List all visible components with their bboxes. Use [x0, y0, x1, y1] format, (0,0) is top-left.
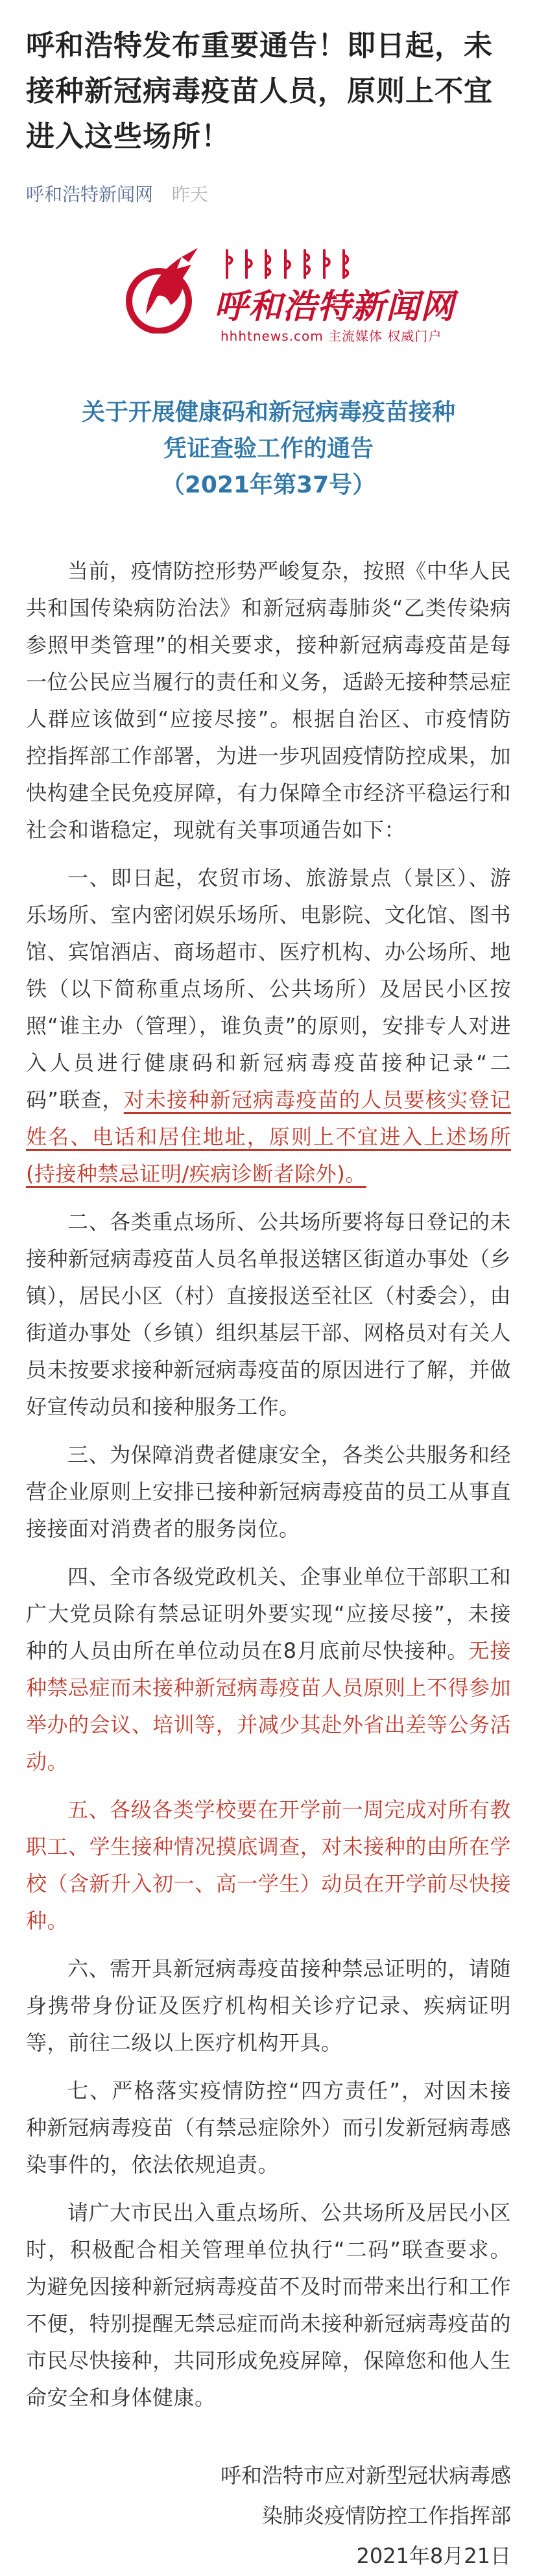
item-4-paragraph — [26, 1559, 511, 1780]
horse-emblem-icon — [120, 243, 204, 334]
notice-body — [26, 553, 511, 2416]
intro-paragraph: 当前，疫情防控形势严峻复杂，按照《中华人民共和国传染病防治法》和新冠病毒肺炎“乙类传染病参照甲类管理”的相关要求，接种新冠病毒疫苗是每一位公民应当履行的责任和义务，适龄无接种禁忌症人群应该做到“应接尽接”。根据自治区、市疫情防控指挥部工作部署，为进一步巩固疫情防控成果，加快构建全民免疫屏障，有力保障全市经济平稳运行和社会和谐稳定，现就有关事项通告如下： — [26, 559, 511, 842]
signature-line1: 呼和浩特市应对新型冠状病毒感 — [220, 2463, 511, 2488]
logo-url: hhhtnews.com 主流媒体 权威门户 — [221, 328, 442, 344]
notice-title-line2: 凭证查验工作的通告 — [163, 435, 374, 462]
notice-title — [26, 395, 511, 504]
signature-date: 2021年8月21日 — [356, 2544, 511, 2568]
article-title: 呼和浩特发布重要通告！即日起，未接种新冠病毒疫苗人员，原则上不宜进入这些场所！ — [26, 29, 493, 153]
signature-block — [26, 2455, 511, 2576]
news-logo — [26, 234, 511, 370]
item-3-paragraph: 三、为保障消费者健康安全，各类公共服务和经营企业原则上安排已接种新冠病毒疫苗的员工从事直接接面对消费者的服务岗位。 — [26, 1442, 511, 1541]
article-meta — [26, 182, 511, 208]
item-6-paragraph: 六、需开具新冠病毒疫苗接种禁忌证明的，请随身携带身份证及医疗机构相关诊疗记录、疾病证明等，前往二级以上医疗机构开具。 — [26, 1956, 511, 2055]
mongolian-script-logo — [221, 247, 363, 282]
logo-wordmark: 呼和浩特新闻网 — [214, 287, 455, 326]
notice-title-line1: 关于开展健康码和新冠病毒疫苗接种 — [81, 399, 455, 426]
notice-number: （2021年第37号） — [161, 472, 376, 498]
item-5-paragraph: 五、各级各类学校要在开学前一周完成对所有教职工、学生接种情况摸底调查，对未接种的由所在学校（含新升入初一、高一学生）动员在开学前尽快接种。 — [26, 1797, 511, 1933]
item-2-paragraph: 二、各类重点场所、公共场所要将每日登记的未接种新冠病毒疫苗人员名单报送辖区街道办事处（乡镇），居民小区（村）直接报送至社区（村委会），由街道办事处（乡镇）组织基层干部、网格员对有关人员未按要求接种新冠病毒疫苗的原因进行了解，并做好宣传动员和接种服务工作。 — [26, 1209, 512, 1419]
publish-date: 昨天 — [171, 184, 208, 205]
item-1-text: 一、即日起，农贸市场、旅游景点（景区）、游乐场所、室内密闭娱乐场所、电影院、文化馆、图书馆、宾馆酒店、商场超市、医疗机构、办公场所、地铁（以下简称重点场所、公共场所）及居民小区按照“谁主办（管理），谁负责”的原则，安排专人对进入人员进行健康码和新冠病毒疫苗接种记录“二码”联查， — [26, 866, 511, 1112]
item-1-paragraph — [26, 860, 511, 1193]
source-account-link[interactable]: 呼和浩特新闻网 — [26, 184, 154, 205]
signature-line2: 染肺炎疫情防控工作指挥部 — [261, 2503, 511, 2528]
closing-paragraph: 请广大市民出入重点场所、公共场所及居民小区时，积极配合相关管理单位执行“二码”联查要求。为避免因接种新冠病毒疫苗不及时而带来出行和工作不便，特别提醒无禁忌症而尚未接种新冠病毒疫苗的市民尽快接种，共同形成免疫屏障，保障您和他人生命安全和身体健康。 — [26, 2200, 511, 2410]
item-1-highlight: 对未接种新冠病毒疫苗的人员要核实登记姓名、电话和居住地址，原则上不宜进入上述场所(持接种禁忌证明/疾病诊断者除外)。 — [26, 1088, 511, 1186]
item-7-paragraph: 七、严格落实疫情防控“四方责任”，对因未接种新冠病毒疫苗（有禁忌症除外）而引发新冠病毒感染事件的，依法依规追责。 — [26, 2078, 511, 2177]
item-4-text: 四、全市各级党政机关、企事业单位干部职工和广大党员除有禁忌证明外要实现“应接尽接”，未接种的人员由所在单位动员在8月底前尽快接种。 — [26, 1564, 511, 1663]
item-4-highlight: 无接种禁忌症而未接种新冠病毒疫苗人员原则上不得参加举办的会议、培训等，并减少其赴外省出差等公务活动。 — [26, 1638, 511, 1774]
